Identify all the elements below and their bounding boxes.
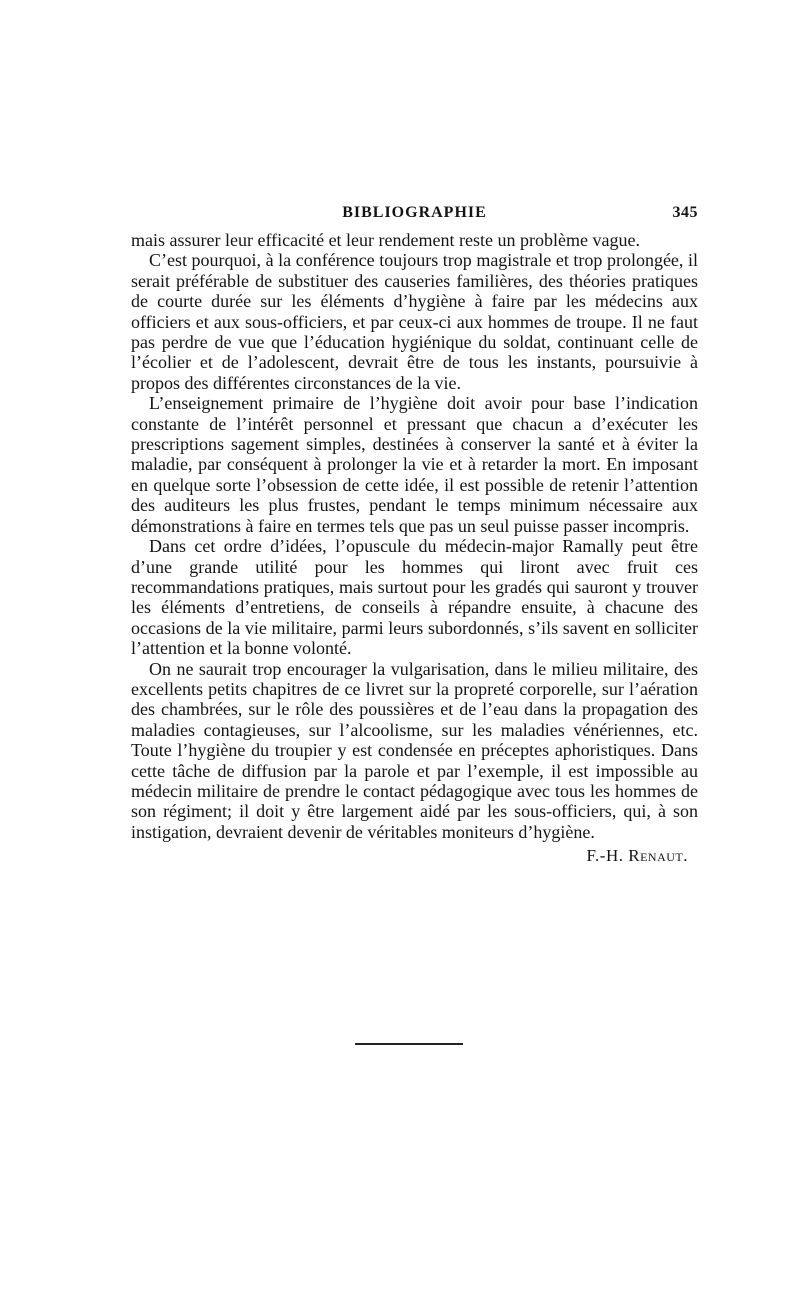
paragraph: L’enseignement primaire de l’hygiène doit avoir pour base l’indication constante de l’intérêt personnel et pressant que chacun a d’exécuter les prescriptions sagement simples, destinées à conserver la santé et à éviter la maladie, par conséquent à prolonger la vie et à retarder la mort. En imposant en quelque sorte l’obsession de cette idée, il est possible de retenir l’attention des auditeurs les plus frustes, pendant le temps minimum nécessaire aux démonstrations à faire en termes tels que pas un seul puisse passer incompris. xyxy=(131,393,698,536)
page-number: 345 xyxy=(672,204,698,221)
author-signature xyxy=(131,846,698,866)
section-end-rule xyxy=(355,1043,463,1045)
printed-page xyxy=(131,204,698,866)
author-initials: F.-H. xyxy=(586,846,624,866)
paragraph-continuation: mais assurer leur efficacité et leur rendement reste un problème vague. xyxy=(131,230,640,250)
article-body xyxy=(131,230,698,842)
paragraph: Dans cet ordre d’idées, l’opuscule du médecin-major Ramally peut être d’une grande utilité pour les hommes qui liront avec fruit ces recommandations pratiques, mais surtout pour les gradés qui sauront y trouver les éléments d’entretiens, de conseils à répandre ensuite, à chacune des occasions de la vie militaire, parmi leurs subordonnés, s’ils savent en solliciter l’attention et la bonne volonté. xyxy=(131,536,698,659)
running-title: BIBLIOGRAPHIE xyxy=(342,204,487,221)
paragraph: On ne saurait trop encourager la vulgarisation, dans le milieu militaire, des excellents petits chapitres de ce livret sur la propreté corporelle, sur l’aération des chambrées, sur le rôle des poussières et de l’eau dans la propagation des maladies contagieuses, sur l’alcoolisme, sur les maladies vénériennes, etc. Toute l’hygiène du troupier y est condensée en préceptes aphoristiques. Dans cette tâche de diffusion par la parole et par l’exemple, il est impossible au médecin militaire de prendre le contact pédagogique avec tous les hommes de son régiment; il doit y être largement aidé par les sous-officiers, qui, à son instigation, devraient devenir de véritables moniteurs d’hygiène. xyxy=(131,658,698,842)
author-surname: Renaut. xyxy=(628,846,688,866)
running-head xyxy=(131,204,698,230)
paragraph: C’est pourquoi, à la conférence toujours trop magistrale et trop prolongée, il serait préférable de substituer des causeries familières, des théories pratiques de courte durée sur les éléments d’hygiène à faire par les médecins aux officiers et aux sous-officiers, et par ceux-ci aux hommes de troupe. Il ne faut pas perdre de vue que l’éducation hygiénique du soldat, continuant celle de l’écolier et de l’adolescent, devrait être de tous les instants, poursuivie à propos des différentes circonstances de la vie. xyxy=(131,250,698,393)
